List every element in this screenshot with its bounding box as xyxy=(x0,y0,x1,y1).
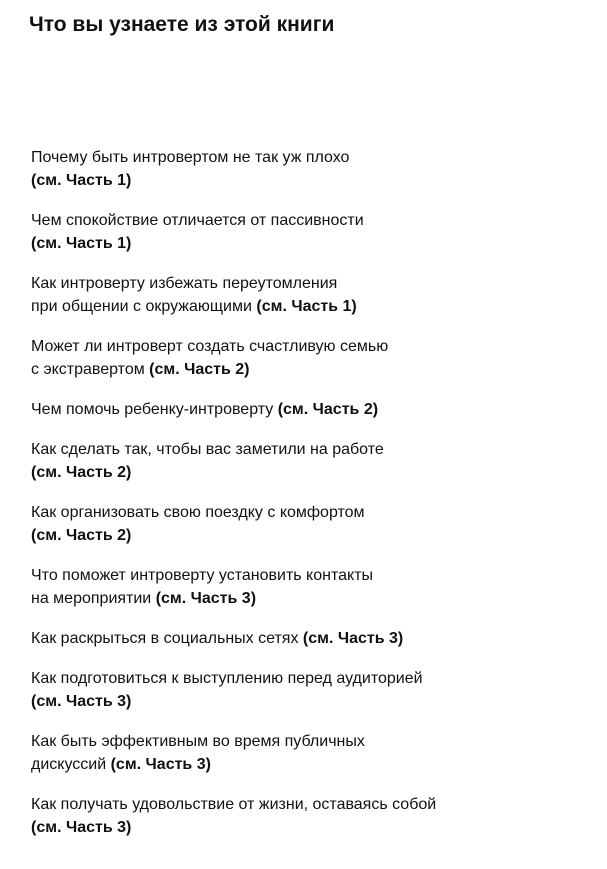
entry-text: дискуссий xyxy=(31,756,111,773)
part-reference: (см. Часть 2) xyxy=(31,464,132,481)
part-reference: (см. Часть 3) xyxy=(31,819,132,836)
part-reference: (см. Часть 2) xyxy=(31,527,132,544)
entry-text: Как сделать так, чтобы вас заметили на работе xyxy=(31,441,384,458)
list-item xyxy=(31,730,591,776)
entry-text: Как быть эффективным во время публичных xyxy=(31,733,365,750)
part-reference: (см. Часть 3) xyxy=(302,630,404,647)
entry-line xyxy=(31,753,591,776)
entry-line xyxy=(31,232,591,255)
entry-line xyxy=(31,209,591,232)
entry-line xyxy=(31,627,591,650)
topics-list xyxy=(31,146,591,856)
entry-line xyxy=(31,587,591,610)
list-item xyxy=(31,398,591,421)
entry-line xyxy=(31,667,591,690)
entry-text: Как организовать свою поездку с комфортом xyxy=(31,504,365,521)
entry-text: Как подготовиться к выступлению перед аудиторией xyxy=(31,670,423,687)
entry-line xyxy=(31,793,591,816)
entry-line xyxy=(31,295,591,318)
entry-line xyxy=(31,730,591,753)
list-item xyxy=(31,438,591,484)
entry-line xyxy=(31,564,591,587)
part-reference: (см. Часть 1) xyxy=(256,298,357,315)
entry-line xyxy=(31,146,591,169)
part-reference: (см. Часть 2) xyxy=(149,361,250,378)
entry-text: с экстравертом xyxy=(31,361,150,378)
entry-line xyxy=(31,169,591,192)
list-item xyxy=(31,793,591,839)
list-item xyxy=(31,627,591,650)
entry-text: Чем спокойствие отличается от пассивности xyxy=(31,212,364,229)
entry-line xyxy=(31,358,591,381)
list-item xyxy=(31,146,591,192)
entry-text: Почему быть интровертом не так уж плохо xyxy=(31,149,350,166)
entry-text: Чем помочь ребенку-интроверту xyxy=(31,401,278,418)
entry-line xyxy=(31,398,591,421)
part-reference: (см. Часть 3) xyxy=(110,756,211,773)
entry-line xyxy=(31,690,591,713)
entry-line xyxy=(31,438,591,461)
list-item xyxy=(31,335,591,381)
part-reference: (см. Часть 1) xyxy=(31,172,132,189)
part-reference: (см. Часть 2) xyxy=(277,401,379,418)
entry-text: Может ли интроверт создать счастливую семью xyxy=(31,338,389,355)
entry-line xyxy=(31,461,591,484)
entry-text: Как интроверту избежать переутомления xyxy=(31,275,338,292)
entry-line xyxy=(31,272,591,295)
part-reference: (см. Часть 1) xyxy=(31,235,132,252)
list-item xyxy=(31,209,591,255)
entry-text: Как получать удовольствие от жизни, оставаясь собой xyxy=(31,796,437,813)
list-item xyxy=(31,667,591,713)
entry-text: при общении с окружающими xyxy=(31,298,257,315)
list-item xyxy=(31,501,591,547)
entry-text: Как раскрыться в социальных сетях xyxy=(31,630,303,647)
list-item xyxy=(31,564,591,610)
entry-line xyxy=(31,335,591,358)
page-title: Что вы узнаете из этой книги xyxy=(29,13,335,36)
part-reference: (см. Часть 3) xyxy=(31,693,132,710)
entry-line xyxy=(31,816,591,839)
entry-line xyxy=(31,501,591,524)
part-reference: (см. Часть 3) xyxy=(155,590,257,607)
entry-text: Что поможет интроверту установить контакты xyxy=(31,567,374,584)
entry-text: на мероприятии xyxy=(31,590,156,607)
entry-line xyxy=(31,524,591,547)
list-item xyxy=(31,272,591,318)
